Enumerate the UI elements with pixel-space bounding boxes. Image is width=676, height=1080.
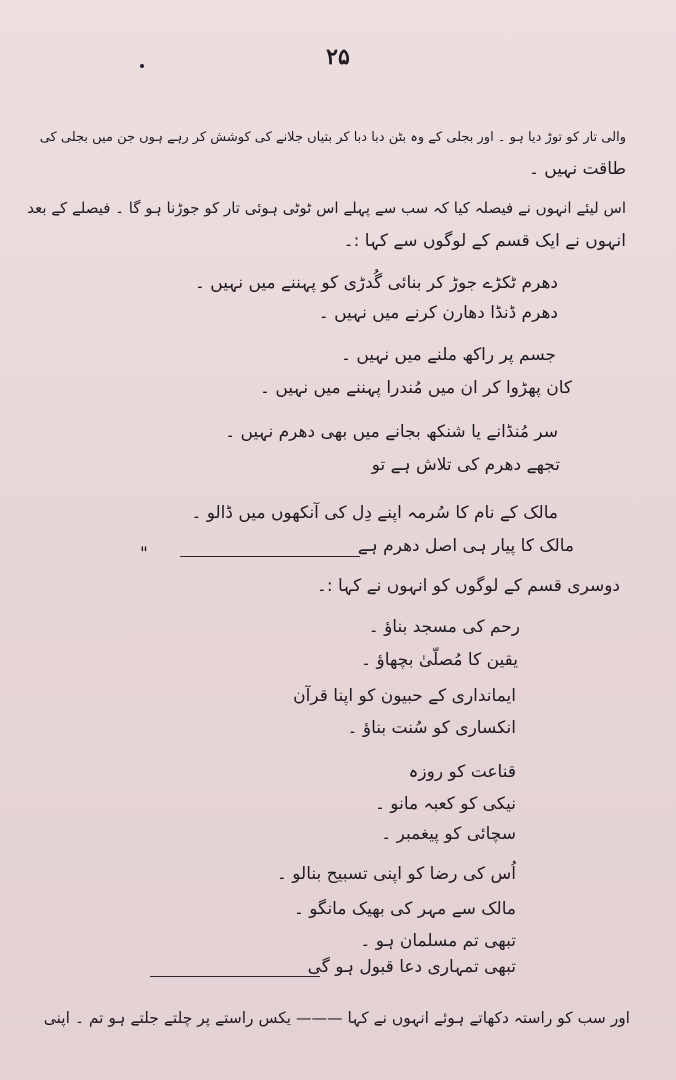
list2-item-2: یقین کا مُصلّیٰ بچھاؤ ۔ <box>361 650 518 670</box>
list2-item-5: قناعت کو روزہ <box>408 762 516 782</box>
list2-item-7: سچائی کو پیغمبر ۔ <box>381 824 516 844</box>
paragraph-1-line-2: طاقت نہیں ۔ <box>528 159 626 179</box>
list2-item-3: ایمانداری کے حبیون کو اپنا قرآن <box>293 686 516 706</box>
list1-item-3: جسم پر راکھ ملنے میں نہیں ۔ <box>340 345 556 365</box>
list1-item-6: تجھے دھرم کی تلاش ہے تو <box>371 455 560 475</box>
list1-item-8: مالک کا پیار ہی اصل دھرم ہے <box>357 536 574 556</box>
list1-item-7: مالک کے نام کا سُرمہ اپنے دِل کی آنکھوں میں ڈالو ۔ <box>191 503 558 523</box>
paragraph-2-line-2: انہوں نے ایک قسم کے لوگوں سے کہا :۔ <box>343 231 626 251</box>
list2-item-10: تبھی تم مسلمان ہو ۔ <box>360 931 516 951</box>
list2-item-1: رحم کی مسجد بناؤ ۔ <box>368 617 520 637</box>
dash-line <box>180 556 360 557</box>
list2-item-11: تبھی تمہاری دعا قبول ہو گی <box>307 957 516 977</box>
paragraph-3: دوسری قسم کے لوگوں کو انہوں نے کہا :۔ <box>316 576 620 596</box>
list1-item-4: کان پھڑوا کر ان میں مُندرا پہننے میں نہیں ۔ <box>259 378 572 398</box>
list2-item-4: انکساری کو سُنت بناؤ ۔ <box>347 718 516 738</box>
paragraph-2-line-1: اس لیئے انہوں نے فیصلہ کیا کہ سب سے پہلے اس ٹوٹی ہوئی تار کو جوڑنا ہو گا ۔ فیصلے کے بعد <box>27 199 626 217</box>
closing-quote: " <box>140 544 148 564</box>
dash-line <box>150 976 320 977</box>
paragraph-4: اور سب کو راستہ دکھاتے ہوئے انہوں نے کہا ——— یکس راستے پر چلتے جلتے ہو تم ۔ اپنی <box>43 1009 630 1027</box>
paragraph-1-line-1: والی تار کو توڑ دیا ہو ۔ اور بجلی کے وہ بٹن دبا دبا کر بتیاں جلانے کی کوشش کر رہے ہوں جن میں بجلی کی <box>39 130 626 145</box>
list1-item-5: سر مُنڈانے یا شنکھ بجانے میں بھی دھرم نہیں ۔ <box>225 422 558 442</box>
list2-item-8: اُس کی رضا کو اپنی تسبیح بنالو ۔ <box>276 864 516 884</box>
page-number: ۲۵ <box>326 44 350 70</box>
list2-item-6: نیکی کو کعبہ مانو ۔ <box>374 794 516 814</box>
ink-speck <box>140 64 144 68</box>
list1-item-2: دھرم ڈنڈا دھارن کرنے میں نہیں ۔ <box>318 303 558 323</box>
list1-item-1: دھرم ٹکڑے جوڑ کر بنائی گُدڑی کو پہننے میں نہیں ۔ <box>194 273 558 293</box>
list2-item-9: مالک سے مہر کی بھیک مانگو ۔ <box>293 899 516 919</box>
